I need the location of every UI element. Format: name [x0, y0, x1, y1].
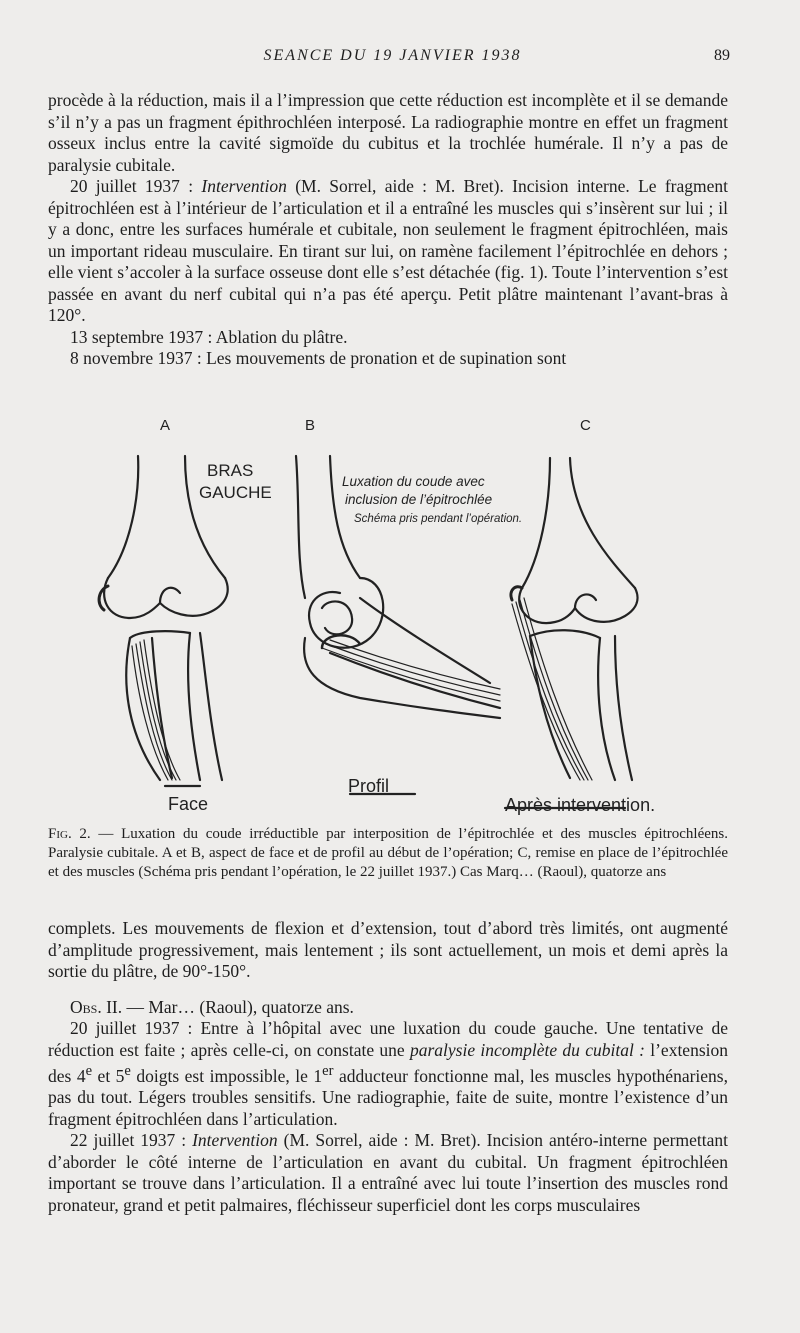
label-a: A [160, 417, 171, 434]
hospital-text-b: l’extension des 4 [48, 1039, 729, 1086]
note-line2: inclusion de l’épitrochlée [345, 492, 493, 507]
profil-label: Profil [348, 776, 390, 796]
figure-caption [48, 825, 728, 882]
intervention2-word: Intervention [192, 1130, 278, 1151]
intervention2-text: (M. Sorrel, aide : M. Bret). Incision antéro-interne permettant d’aborder le côté interne de l’articulation en avant du cubital. Un fragment épitrochléen important se trouve dans l’articulation. Il a entraîné avec lui toute l’insertion des muscles rond pronateur, grand et petit palmaires, fléchisseur superficiel dont les corps musculaires [48, 1130, 728, 1215]
paragraph-hospital [48, 1018, 728, 1130]
body-text-bottom [48, 918, 728, 1216]
paragraph-november: 8 novembre 1937 : Les mouvements de pronation et de supination sont [70, 348, 567, 368]
page-number: 89 [714, 47, 730, 64]
intervention-text: (M. Sorrel, aide : M. Bret). Incision interne. Le fragment épitrochléen est à l’intérieur de l’articulation et il a entraîné les muscles qui s’insèrent sur lui ; il y a donc, entre les surfaces humérale et cubitale, non seulement le fragment épitrochléen, mais un important rideau musculaire. En tirant sur lui, on ramène facilement l’épitrochlée en dehors ; elle vient s’accoler à la surface osseuse dont elle s’est détachée (fig. 1). Toute l’intervention s’est passée en avant du nerf cubital qui n’a pas été aperçu. Petit plâtre maintenant l’avant-bras à 120°. [48, 176, 728, 325]
note-line1: Luxation du coude avec [342, 474, 485, 489]
caption-text: — Luxation du coude irréductible par interposition de l’épitrochlée et des muscles épitrochléens. Paralysie cubitale. A et B, aspect de face et de profil au début de l’opération; C, remise en place de l’épitrochlée et des muscles (Schéma pris pendant l’opération, le 22 juillet 1937.) Cas Marq… (Raoul), quatorze ans [48, 826, 728, 880]
hospital-text-e: adducteur fonctionne mal, les muscles hypothénariens, pas du tout. Légers troubles sensitifs. Une radiographie, faite de suite, montre l’existence d’un fragment épitrochléen dans l’articulation. [48, 1065, 728, 1129]
obs-rest: — Mar… (Raoul), quatorze ans. [122, 996, 354, 1017]
obs-heading [48, 997, 728, 1019]
hospital-italic: paralysie incomplète du cubital : [409, 1039, 645, 1060]
sup-2: e [124, 1063, 131, 1079]
intervention-word: Intervention [201, 176, 287, 196]
note-line3: Schéma pris pendant l’opération. [354, 513, 523, 525]
bras-label-line1: BRAS [207, 461, 254, 480]
paragraph-complets: complets. Les mouvements de flexion et d’extension, tout d’abord très limités, ont augmenté d’amplitude progressivement, mais lentement ; ils sont actuellement, un mois et demi après la sortie du plâtre, de 90°-150°. [48, 918, 728, 981]
caption-fig-label: Fig. 2. [48, 826, 91, 842]
paragraph-intervention-2 [48, 1130, 728, 1216]
hospital-text-c: et 5 [92, 1065, 125, 1086]
body-text-top [48, 90, 728, 370]
sup-3: er [322, 1063, 334, 1079]
bras-label-line2: GAUCHE [199, 483, 272, 502]
running-title: SEANCE DU 19 JANVIER 1938 [263, 47, 522, 64]
intervention2-date: 22 juillet 1937 : [70, 1130, 193, 1151]
drawing-a-face [99, 456, 228, 786]
label-c: C [580, 417, 591, 434]
running-header [55, 47, 730, 71]
paragraph-intervention [48, 176, 728, 327]
figure-elbow-drawings [60, 408, 720, 828]
label-b: B [305, 417, 316, 434]
apres-label: Après intervention. [505, 795, 656, 815]
paragraph-continuation: procède à la réduction, mais il a l’impression que cette réduction est incomplète et il se demande s’il n’y a pas un fragment épithrochléen interposé. La radiographie montre en effet un fragment osseux inclus entre la cavité sigmoïde du cubitus et la trochlée humérale. Il n’y a pas de paralysie cubitale. [48, 90, 728, 175]
drawing-c-apres [505, 458, 638, 808]
sup-1: e [85, 1063, 93, 1079]
hospital-text-d: doigts est impossible, le 1 [130, 1065, 323, 1086]
obs-label: Obs. II. [70, 996, 123, 1017]
figure-svg [60, 408, 720, 828]
intervention-date: 20 juillet 1937 : [70, 176, 202, 196]
paragraph-plaster-removal: 13 septembre 1937 : Ablation du plâtre. [70, 326, 348, 347]
face-label: Face [168, 794, 209, 814]
hospital-text-a: 20 juillet 1937 : Entre à l’hôpital avec une luxation du coude gauche. Une tentative de réduction est faite ; après celle-ci, on constate une [48, 1018, 728, 1060]
